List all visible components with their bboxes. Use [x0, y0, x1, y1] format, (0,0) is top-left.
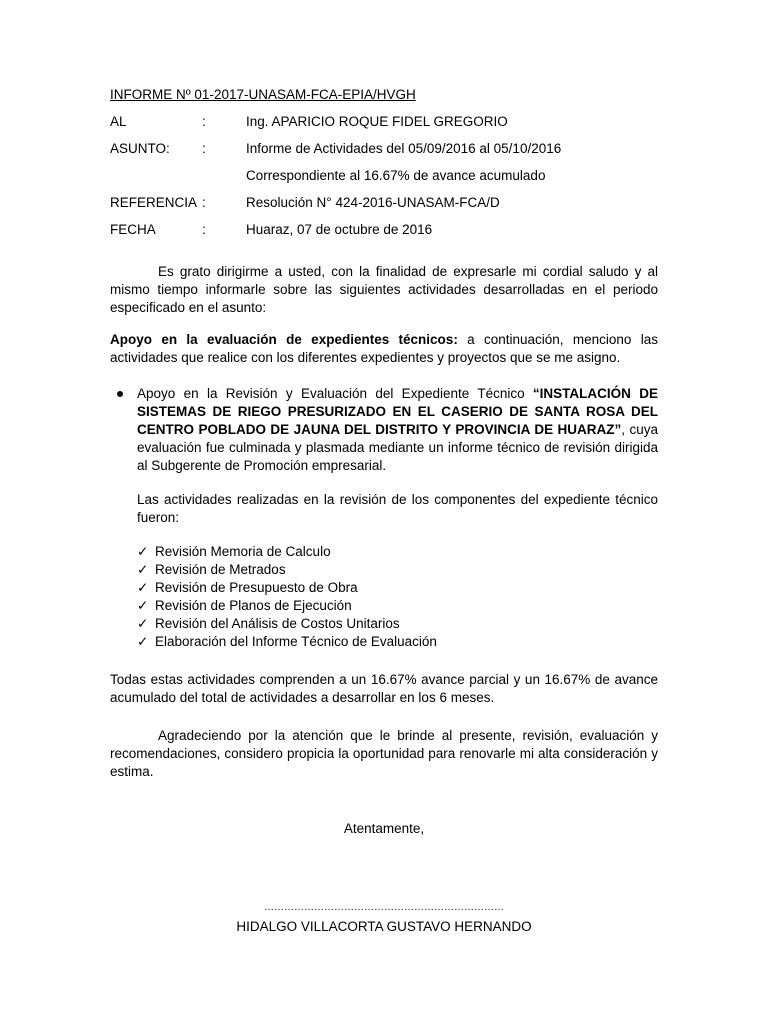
checkmark-icon: ✓ — [137, 544, 149, 559]
checkmark-icon: ✓ — [137, 598, 149, 613]
header-row-asunto-cont — [110, 167, 658, 194]
header-colon: : — [202, 195, 206, 210]
header-row-al — [110, 113, 658, 140]
header-colon: : — [202, 141, 206, 156]
bullet-lead: Apoyo en la Revisión y Evaluación del Expediente Técnico — [137, 386, 533, 401]
checklist-item — [137, 597, 658, 615]
closing-salutation: Atentamente, — [343, 821, 425, 836]
checklist-text: Revisión de Planos de Ejecución — [155, 598, 352, 613]
activities-intro: Las actividades realizadas en la revisión de los componentes del expediente técnico fueron: — [137, 492, 658, 525]
checklist-text: Revisión Memoria de Calculo — [155, 544, 331, 559]
header-value: Huaraz, 07 de octubre de 2016 — [246, 222, 433, 237]
header-block — [110, 113, 658, 248]
checklist-item — [137, 615, 658, 633]
header-value: Correspondiente al 16.67% de avance acumulado — [246, 168, 546, 183]
intro-paragraph: Es grato dirigirme a usted, con la finalidad de expresarle mi cordial saludo y al mismo tiempo informarle sobre las siguientes actividades desarrolladas en el periodo especificado en el asunto: — [110, 264, 658, 315]
section-heading: Apoyo en la evaluación de expedientes técnicos: — [110, 332, 458, 347]
signer-name: HIDALGO VILLACORTA GUSTAVO HERNANDO — [236, 919, 532, 934]
activities-checklist — [137, 543, 658, 651]
header-row-fecha — [110, 221, 658, 248]
header-label — [110, 167, 202, 194]
project-name: “INSTALACIÓN DE SISTEMAS DE RIEGO PRESURIZADO EN EL CASERIO DE SANTA ROSA DEL CENTRO POBLADO DE JAUNA DEL DISTRITO Y PROVINCIA DE HUARAZ” — [137, 386, 658, 437]
signature-line: ……………………………………………………………… — [264, 902, 504, 913]
bullet-item — [110, 385, 658, 651]
checkmark-icon: ✓ — [137, 634, 149, 649]
report-title: INFORME Nº 01-2017-UNASAM-FCA-EPIA/HVGH — [110, 87, 416, 102]
checklist-item — [137, 579, 658, 597]
checklist-item — [137, 633, 658, 651]
header-label: FECHA — [110, 222, 156, 237]
checklist-text: Revisión del Análisis de Costos Unitarios — [155, 616, 400, 631]
summary-paragraph: Todas estas actividades comprenden a un 16.67% avance parcial y un 16.67% de avance acumulado del total de actividades a desarrollar en los 6 meses. — [110, 672, 658, 705]
header-label: ASUNTO: — [110, 141, 170, 156]
bullet-tail: , cuya evaluación fue culminada y plasmada mediante un informe técnico de revisión dirigida al Subgerente de Promoción empresarial. — [137, 422, 658, 473]
header-value: Resolución N° 424-2016-UNASAM-FCA/D — [246, 195, 500, 210]
checklist-text: Elaboración del Informe Técnico de Evaluación — [155, 634, 437, 649]
checklist-text: Revisión de Metrados — [155, 562, 286, 577]
header-colon — [202, 167, 246, 194]
header-value: Ing. APARICIO ROQUE FIDEL GREGORIO — [246, 114, 508, 129]
bullet-paragraph — [137, 385, 658, 475]
document-page — [110, 86, 658, 934]
header-row-asunto — [110, 140, 658, 167]
checklist-text: Revisión de Presupuesto de Obra — [155, 580, 358, 595]
checkmark-icon: ✓ — [137, 580, 149, 595]
bullet-dot-icon — [117, 391, 123, 397]
header-label: REFERENCIA — [110, 195, 198, 210]
checklist-item — [137, 561, 658, 579]
checkmark-icon: ✓ — [137, 616, 149, 631]
thanks-paragraph: Agradeciendo por la atención que le brinde al presente, revisión, evaluación y recomendaciones, considero propicia la oportunidad para renovarle mi alta consideración y estima. — [110, 728, 658, 779]
header-label: AL — [110, 114, 127, 129]
header-colon: : — [202, 114, 206, 129]
checkmark-icon: ✓ — [137, 562, 149, 577]
checklist-item — [137, 543, 658, 561]
header-colon: : — [202, 222, 206, 237]
header-row-referencia — [110, 194, 658, 221]
section-text: a continuación, menciono las actividades que realice con los diferentes expedientes y proyectos que se me asigno. — [110, 332, 658, 365]
section-paragraph — [110, 331, 658, 367]
header-value: Informe de Actividades del 05/09/2016 al 05/10/2016 — [246, 141, 562, 156]
